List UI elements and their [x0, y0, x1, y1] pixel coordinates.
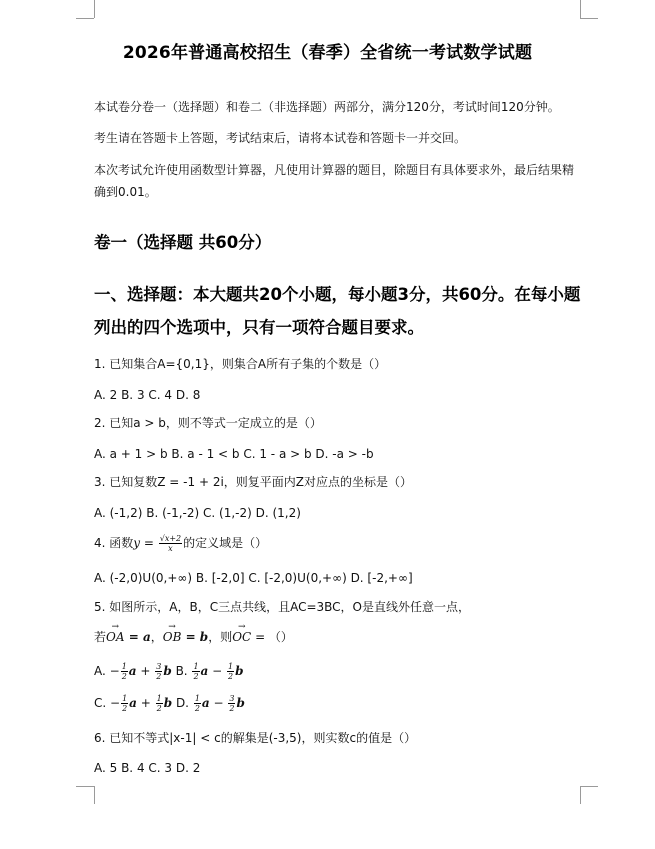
option-b-vec-1: a	[200, 664, 209, 678]
question-3-options: A. (-1,2) B. (-1,-2) C. (1,-2) D. (1,2)	[94, 506, 301, 520]
question-4-prefix: 4. 函数	[94, 536, 134, 550]
option-b-vec-2: b	[235, 664, 244, 678]
question-6-options: A. 5 B. 4 C. 3 D. 2	[94, 761, 201, 775]
option-d-vec-2: b	[236, 696, 245, 710]
question-6-stem: 6. 已知不等式|x-1| < c的解集是(-3,5)，则实数c的值是（）	[94, 731, 417, 745]
frac-num: 3	[156, 662, 162, 671]
option-a-frac-2	[155, 662, 162, 681]
option-b-op: −	[208, 664, 226, 678]
option-d-frac-1	[194, 694, 201, 713]
question-4-suffix: 的定义域是（）	[183, 536, 268, 550]
option-d-vec-1: a	[201, 696, 210, 710]
option-a-frac-1	[121, 662, 128, 681]
option-c-label: C.	[94, 696, 111, 710]
question-5-stem: 5. 如图所示，A，B，C三点共线，且AC=3BC，O是直线外任意一点，	[94, 600, 470, 614]
option-b-frac-2	[227, 662, 234, 681]
option-c-vec-1: a	[129, 696, 137, 710]
vector-b-eq: = b	[181, 630, 209, 644]
frac-den: 2	[156, 704, 162, 713]
frac-den: 2	[228, 672, 234, 681]
option-a-vec-1: a	[128, 664, 137, 678]
question-5-options-cd	[94, 691, 594, 715]
option-d-op: −	[209, 696, 228, 710]
function-fraction	[159, 534, 182, 553]
condition-then: ，则	[208, 630, 233, 644]
question-5-options-ab	[94, 659, 594, 683]
equals-sign: =	[140, 536, 158, 550]
option-b-frac-1	[192, 662, 199, 681]
frac-den: 2	[193, 672, 199, 681]
vector-ob: → OB	[163, 628, 182, 646]
condition-end: = （）	[251, 630, 293, 644]
option-a-vec-2: b	[163, 664, 172, 678]
vector-oa: → OA	[106, 628, 125, 646]
option-b-label: B.	[171, 664, 192, 678]
option-d-label: D.	[172, 696, 193, 710]
frac-den: 2	[122, 704, 128, 713]
question-2-options: A. a + 1 > b B. a - 1 < b C. 1 - a > b D. -a > -b	[94, 447, 374, 461]
question-4-stem	[94, 531, 594, 555]
option-d-frac-2	[228, 694, 235, 713]
frac-num: 3	[229, 694, 235, 703]
option-c-op: +	[136, 696, 155, 710]
frac-num: 1	[121, 662, 127, 671]
frac-num: 1	[156, 694, 162, 703]
question-4-options: A. (-2,0)U(0,+∞) B. [-2,0] C. [-2,0)U(0,+∞) D. [-2,+∞]	[94, 571, 413, 585]
question-1-stem: 1. 已知集合A={0,1}，则集合A所有子集的个数是（）	[94, 357, 387, 371]
option-c-sign: −	[110, 696, 121, 710]
frac-den: 2	[156, 672, 162, 681]
condition-separator: ，	[150, 630, 163, 644]
frac-den: 2	[229, 704, 235, 713]
question-1-options: A. 2 B. 3 C. 4 D. 8	[94, 388, 201, 402]
option-c-frac-2	[156, 694, 163, 713]
question-3-stem: 3. 已知复数Z = -1 + 2i，则复平面内Z对应点的坐标是（）	[94, 475, 413, 489]
frac-den: 2	[194, 704, 200, 713]
frac-num: 1	[228, 662, 234, 671]
frac-num: 1	[194, 694, 200, 703]
part-heading: 一、选择题：本大题共20个小题，每小题3分，共60分。在每小题列出的四个选项中，只有一项符合题目要求。	[94, 285, 581, 337]
intro-paragraph-2: 考生请在答题卡上答题，考试结束后，请将本试卷和答题卡一并交回。	[94, 131, 467, 145]
frac-num: 1	[122, 694, 128, 703]
frac-num: 1	[193, 662, 199, 671]
question-2-stem: 2. 已知a > b，则不等式一定成立的是（）	[94, 416, 322, 430]
frac-den: 2	[121, 672, 127, 681]
section-title: 卷一（选择题 共60分）	[94, 233, 272, 252]
question-5-condition	[94, 628, 594, 646]
intro-paragraph-1: 本试卷分卷一（选择题）和卷二（非选择题）两部分，满分120分，考试时间120分钟。	[94, 100, 560, 114]
option-a-sign: −	[109, 664, 120, 678]
option-a-label: A.	[94, 664, 110, 678]
option-a-op: +	[136, 664, 155, 678]
vector-a-eq: = a	[124, 630, 151, 644]
option-c-vec-2: b	[163, 696, 173, 710]
fraction-numerator: √x+2	[159, 534, 182, 543]
fraction-denominator: x	[168, 544, 173, 553]
vector-oc: → OC	[232, 628, 251, 646]
document-title: 2026年普通高校招生（春季）全省统一考试数学试题	[122, 43, 533, 63]
option-c-frac-1	[121, 694, 128, 713]
intro-paragraph-3: 本次考试允许使用函数型计算器，凡使用计算器的题目，除题目有具体要求外，最后结果精确到0.01。	[94, 163, 575, 199]
function-variable: y	[133, 536, 141, 550]
condition-if: 若	[94, 630, 107, 644]
